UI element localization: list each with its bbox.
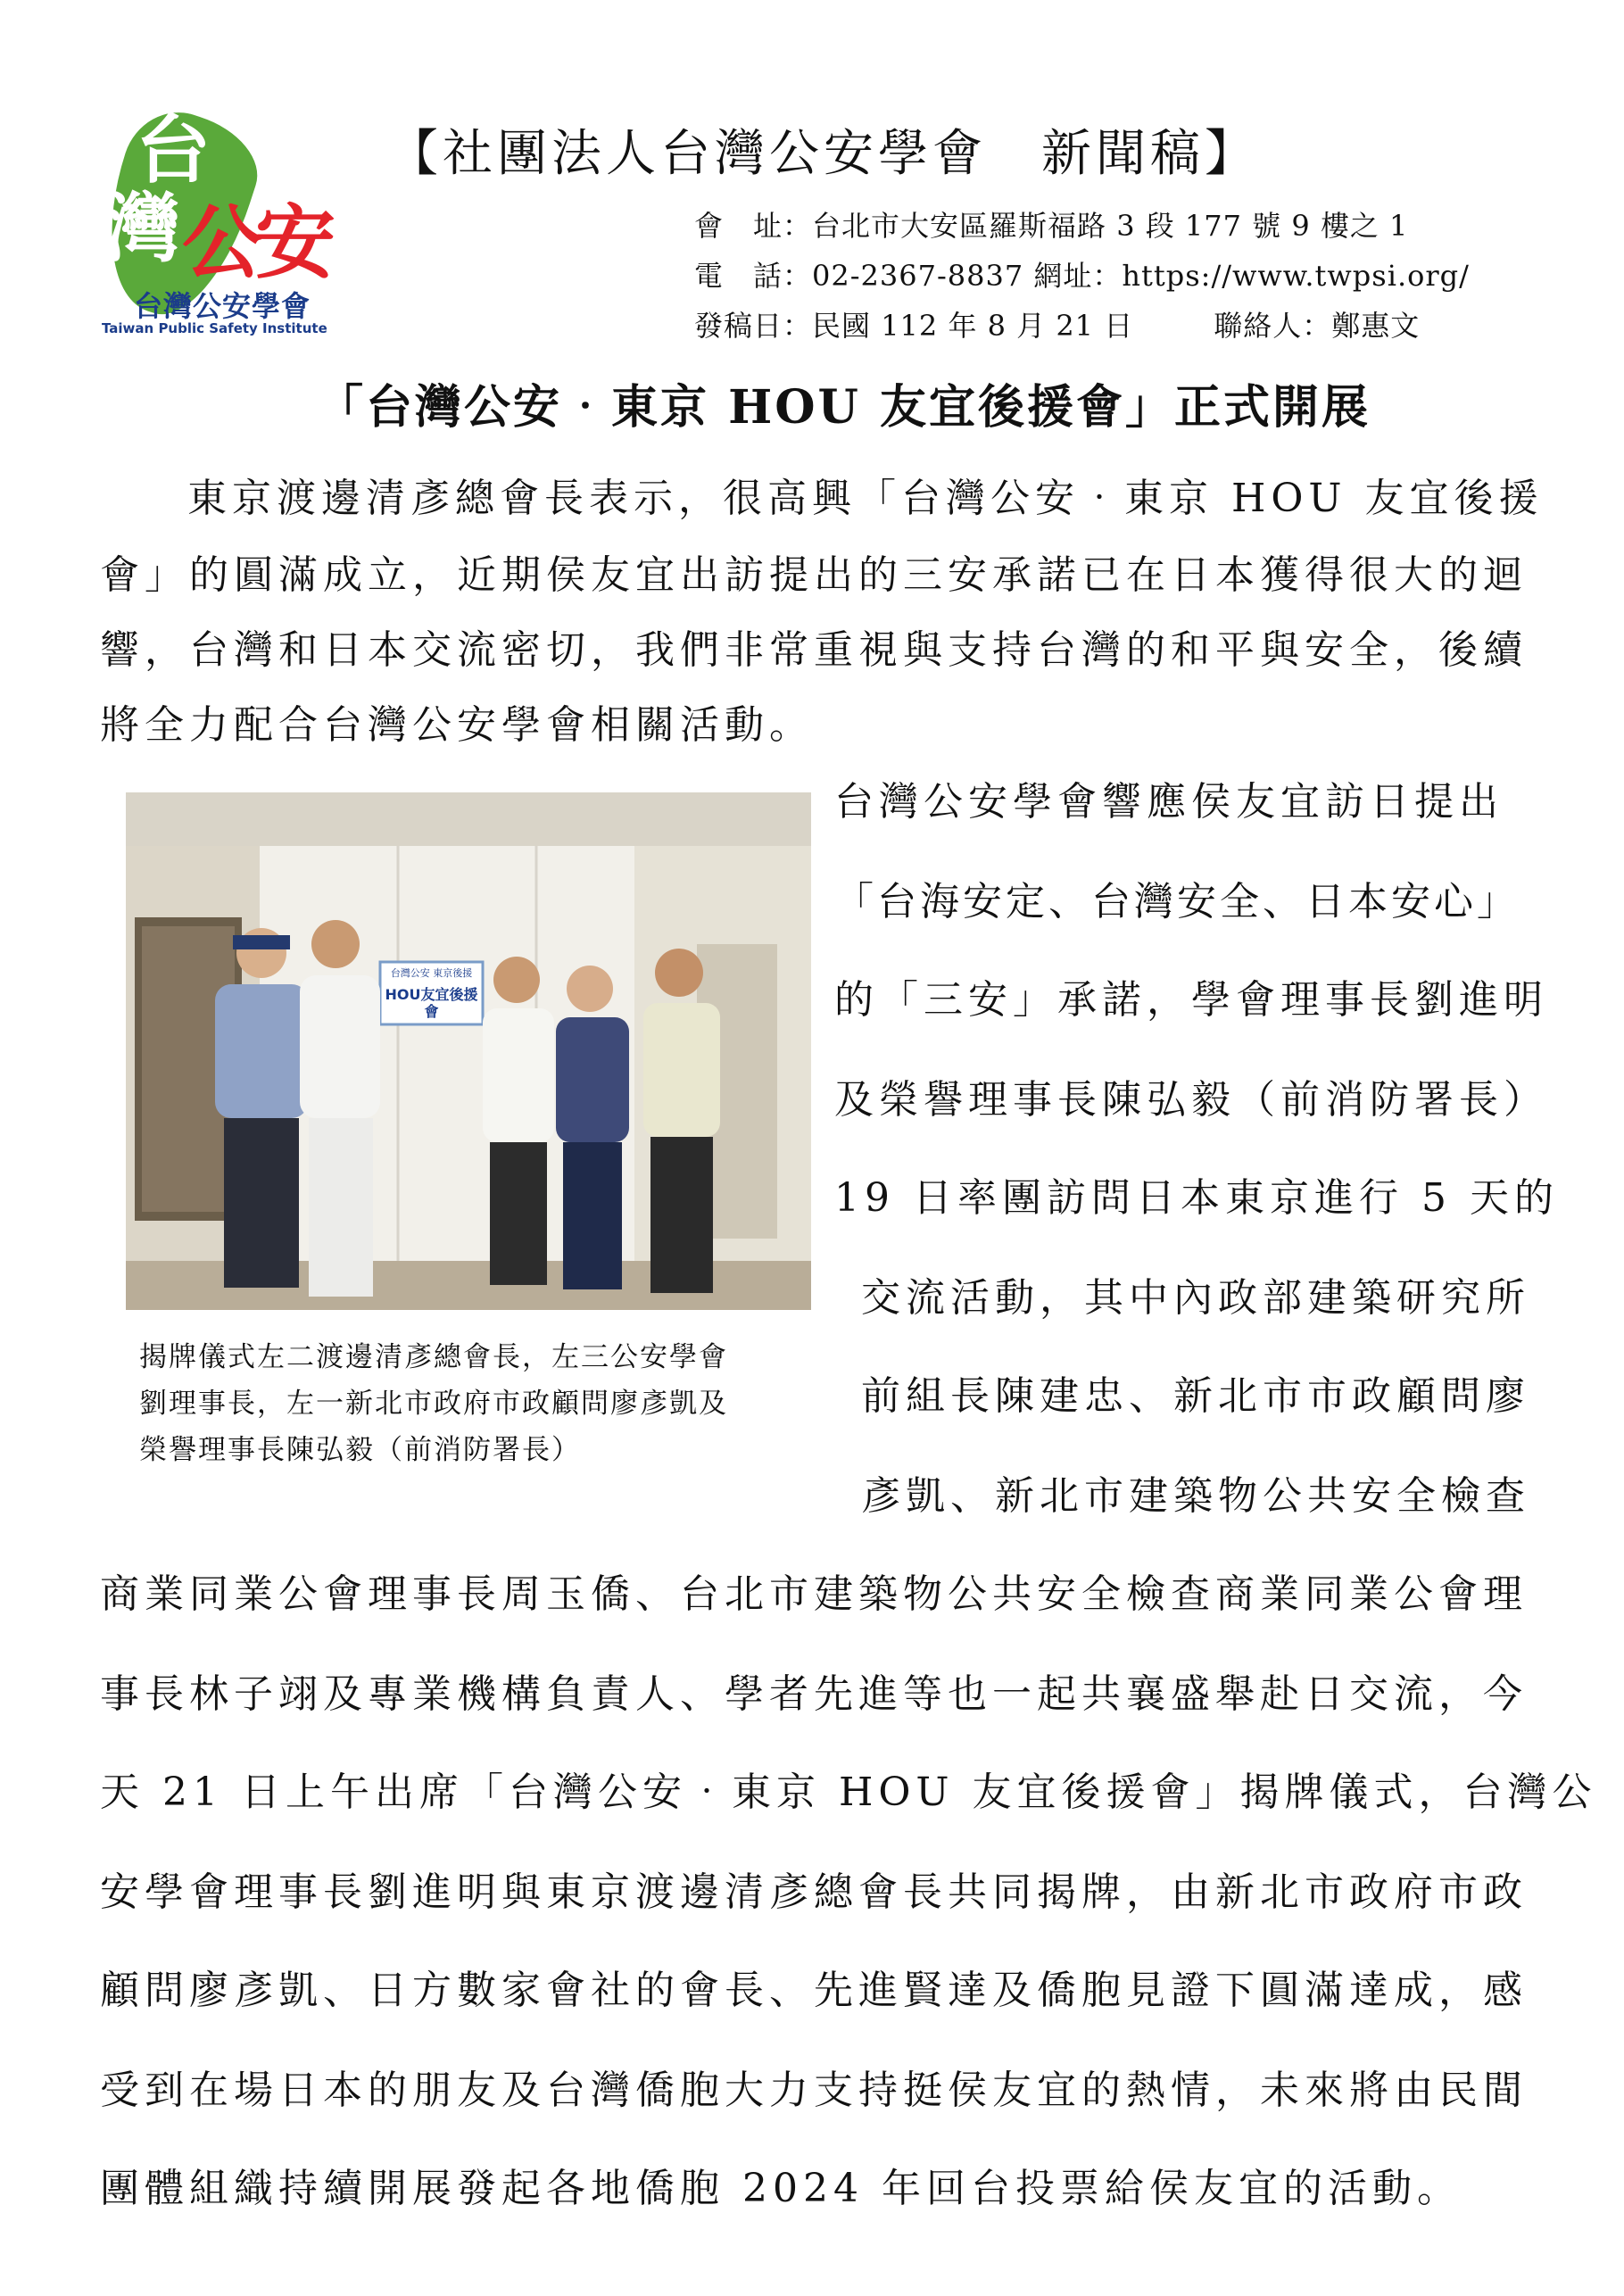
logo-char-an: 安 — [255, 196, 336, 290]
date-label: 發稿日： — [694, 309, 813, 343]
logo-org-name-cn: 台灣公安學會 — [134, 289, 311, 323]
plaque-text — [380, 967, 483, 1021]
paragraph2-line: 的「三安」承諾，學會理事長劉進明 — [834, 977, 1548, 1023]
paragraph2-line: 「台海安定、台灣安全、日本安心」 — [834, 879, 1520, 924]
logo-org-name-en: Taiwan Public Safety Institute — [102, 320, 327, 336]
paragraph2-line: 19 日率團訪問日本東京進行 5 天的 — [834, 1175, 1559, 1221]
address-value: 台北市大安區羅斯福路 3 段 177 號 9 樓之 1 — [812, 209, 1409, 243]
photo-caption-line: 揭牌儀式左二渡邊清彥總會長，左三公安學會 — [139, 1341, 728, 1373]
contact-value: 鄭惠文 — [1331, 309, 1421, 343]
paragraph2-line: 團體組織持續開展發起各地僑胞 2024 年回台投票給侯友宜的活動。 — [100, 2166, 1462, 2211]
ceremony-photo — [126, 792, 811, 1310]
date-value: 民國 112 年 8 月 21 日 — [812, 309, 1134, 343]
paragraph1-line: 將全力配合台灣公安學會相關活動。 — [100, 702, 814, 748]
press-release-title: 【社團法人台灣公安學會 新聞稿】 — [388, 125, 1259, 183]
plaque-line2: HOU友宜後援會 — [385, 986, 478, 1021]
paragraph1-line: 東京渡邊清彥總會長表示，很高興「台灣公安‧東京 HOU 友宜後援 — [187, 476, 1544, 521]
paragraph2-line: 受到在場日本的朋友及台灣僑胞大力支持挺侯友宜的熱情，未來將由民間 — [100, 2068, 1528, 2113]
plaque-line1: 台灣公安 東京後援 — [390, 967, 473, 979]
paragraph2-line: 及榮譽理事長陳弘毅（前消防署長） — [834, 1077, 1548, 1123]
logo-char-tai: 台 — [136, 106, 211, 194]
contact-label: 聯絡人： — [1214, 309, 1332, 343]
paragraph2-line: 台灣公安學會響應侯友宜訪日提出 — [834, 779, 1504, 825]
headline: 「台灣公安‧東京 HOU 友宜後援會」正式開展 — [317, 380, 1371, 435]
logo-char-wan: 灣 — [105, 185, 181, 272]
paragraph1-line: 響，台灣和日本交流密切，我們非常重視與支持台灣的和平與安全，後續 — [100, 627, 1528, 673]
photo-caption-line: 榮譽理事長陳弘毅（前消防署長） — [139, 1434, 581, 1466]
photo-caption-line: 劉理事長，左一新北市政府市政顧問廖彥凱及 — [139, 1388, 728, 1420]
paragraph2-line: 安學會理事長劉進明與東京渡邊清彥總會長共同揭牌，由新北市政府市政 — [100, 1869, 1528, 1915]
logo-char-gong: 公 — [182, 196, 262, 290]
paragraph2-line: 彥凱、新北市建築物公共安全檢查 — [861, 1473, 1530, 1519]
paragraph1-line: 會」的圓滿成立，近期侯友宜出訪提出的三安承諾已在日本獲得很大的迴 — [100, 552, 1528, 598]
paragraph2-line: 天 21 日上午出席「台灣公安‧東京 HOU 友宜後援會」揭牌儀式，台灣公 — [100, 1770, 1597, 1815]
phone-line — [694, 253, 1470, 294]
paragraph2-line: 商業同業公會理事長周玉僑、台北市建築物公共安全檢查商業同業公會理 — [100, 1571, 1528, 1617]
phone-value: 02-2367-8837 — [812, 259, 1024, 293]
phone-label: 電 話： — [694, 259, 813, 293]
paragraph2-line: 前組長陳建忠、新北市市政顧問廖 — [861, 1373, 1530, 1419]
date-line — [694, 303, 1420, 344]
address-line — [694, 203, 1408, 245]
paragraph2-line: 交流活動，其中內政部建築研究所 — [861, 1275, 1530, 1321]
paragraph2-line: 顧問廖彥凱、日方數家會社的會長、先進賢達及僑胞見證下圓滿達成，感 — [100, 1968, 1528, 2013]
address-label: 會 址： — [694, 209, 813, 243]
website-label: 網址： — [1033, 259, 1123, 293]
paragraph2-line: 事長林子翊及專業機構負責人、學者先進等也一起共襄盛舉赴日交流，今 — [100, 1671, 1528, 1717]
organization-logo — [98, 105, 336, 337]
website-link[interactable]: https://www.twpsi.org/ — [1122, 259, 1470, 293]
